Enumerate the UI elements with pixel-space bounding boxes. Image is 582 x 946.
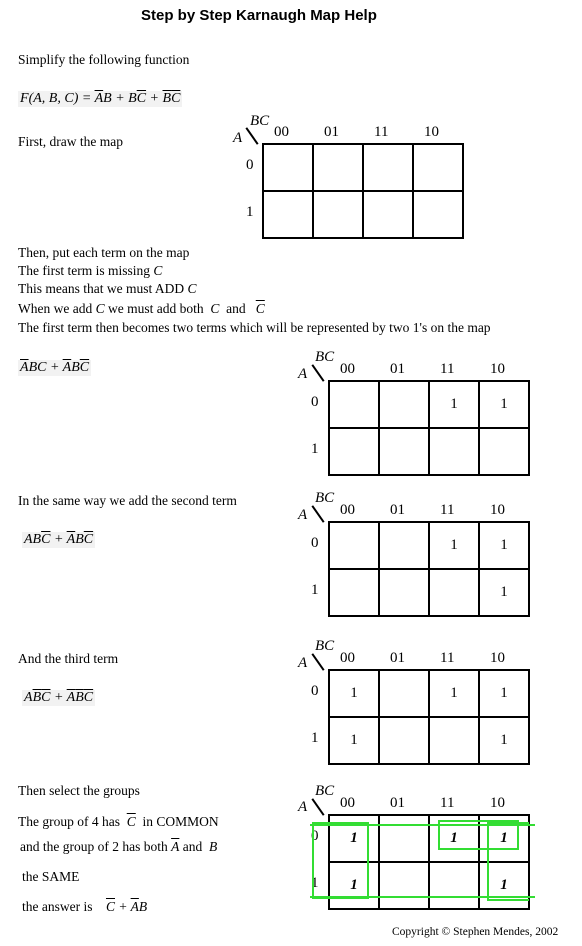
column-header: 11 — [374, 124, 389, 140]
kmap-grid — [328, 669, 530, 765]
column-header: 11 — [440, 502, 455, 518]
expansion-term-1: $\overline{A}BC + \overline{A}B\overline{C}$ — [20, 360, 90, 375]
step5-line: The group of 4 has $\overline{C}$ in COMMON — [18, 814, 219, 829]
column-header: 11 — [440, 795, 455, 811]
kmap-cell: 1 — [479, 862, 529, 909]
a-label: A — [298, 799, 308, 815]
row-header: 1 — [311, 441, 319, 457]
plus-sign: + — [149, 91, 159, 106]
kmap-cell: 1 — [329, 717, 379, 764]
bc-label: BC — [250, 113, 270, 129]
a-label: A — [298, 366, 308, 382]
step5-line: the SAME — [22, 869, 80, 884]
column-header: 01 — [390, 361, 405, 377]
kmap-cell — [379, 717, 429, 764]
kmap-cell — [379, 569, 429, 616]
step2-line: Then, put each term on the map — [18, 245, 190, 260]
kmap-cell: 1 — [429, 670, 479, 717]
copyright-text: Copyright © Stephen Mendes, 2002 — [392, 926, 559, 938]
function-name: F — [20, 91, 29, 106]
column-header: 01 — [390, 502, 405, 518]
kmap-cell — [263, 191, 313, 238]
kmap-cell — [379, 428, 429, 475]
expansion-term-2: $AB\overline{C} + \overline{A}B\overline{C}$ — [24, 532, 94, 547]
kmap-cell: 1 — [479, 569, 529, 616]
step1-text: First, draw the map — [18, 134, 123, 149]
group-line — [310, 896, 535, 898]
column-header: 00 — [340, 650, 355, 666]
a-label: A — [298, 507, 308, 523]
column-header: 00 — [340, 361, 355, 377]
term-var: $\overline{A}$ — [94, 91, 104, 106]
row-header: 0 — [311, 394, 319, 410]
term-var: $\overline{B}$ — [162, 91, 172, 106]
column-header: 10 — [490, 650, 505, 666]
corner-slash — [311, 364, 324, 382]
column-header: 11 — [440, 650, 455, 666]
kmap-cell — [429, 717, 479, 764]
row-header: 1 — [311, 582, 319, 598]
bc-label: BC — [315, 783, 335, 799]
kmap-grid — [328, 380, 530, 476]
term-var: $\overline{C}$ — [171, 91, 181, 106]
kmap-cell — [379, 862, 429, 909]
column-header: 00 — [274, 124, 289, 140]
step2-line: The first term is missing C — [18, 263, 163, 278]
kmap-cell: 1 — [329, 815, 379, 862]
column-header: 01 — [324, 124, 339, 140]
kmap-cell — [329, 522, 379, 569]
column-header: 10 — [490, 795, 505, 811]
kmap-cell — [313, 191, 363, 238]
kmap-cell — [379, 815, 429, 862]
column-header: 00 — [340, 795, 355, 811]
kmap-cell — [263, 144, 313, 191]
kmap-cell — [413, 144, 463, 191]
step2-line: This means that we must ADD C — [18, 281, 197, 296]
column-header: 00 — [340, 502, 355, 518]
kmap-cell — [329, 569, 379, 616]
corner-slash — [311, 505, 324, 523]
expansion-term-3: $A\overline{B}\overline{C} + \overline{A}\overline{B}\overline{C}$ — [24, 690, 94, 705]
column-header: 10 — [424, 124, 439, 140]
column-header: 01 — [390, 650, 405, 666]
kmap-cell: 1 — [429, 815, 479, 862]
column-header: 11 — [440, 361, 455, 377]
kmap-cell — [329, 381, 379, 428]
bc-label: BC — [315, 638, 335, 654]
group-outline — [487, 822, 529, 901]
kmap-cell — [379, 522, 429, 569]
step2-line: The first term then becomes two terms which will be represented by two 1's on the map — [18, 320, 491, 335]
kmap-cell — [413, 191, 463, 238]
step4-text: And the third term — [18, 651, 119, 666]
kmap-cell — [429, 862, 479, 909]
step3-text: In the same way we add the second term — [18, 493, 237, 508]
bc-label: BC — [315, 349, 335, 365]
kmap-cell: 1 — [329, 862, 379, 909]
intro-text: Simplify the following function — [18, 52, 190, 67]
kmap-cell: 1 — [479, 670, 529, 717]
kmap-cell: 1 — [429, 381, 479, 428]
group-line — [310, 824, 535, 826]
equals-sign: = — [81, 91, 92, 106]
row-header: 0 — [311, 683, 319, 699]
step5-line: and the group of 2 has both $\overline{A}$ and B — [20, 839, 218, 854]
group-outline — [312, 822, 369, 899]
step2-line: When we add C we must add both C and $\overline{C}$ — [18, 301, 265, 316]
term-var: B — [128, 91, 137, 106]
term-var: B — [103, 91, 112, 106]
corner-slash — [311, 798, 324, 816]
kmap-cell — [379, 670, 429, 717]
corner-slash — [311, 653, 324, 671]
kmap-cell — [313, 144, 363, 191]
kmap-cell — [363, 191, 413, 238]
row-header: 1 — [311, 875, 319, 891]
kmap-cell — [363, 144, 413, 191]
kmap-cell: 1 — [329, 670, 379, 717]
kmap-cell: 1 — [479, 522, 529, 569]
row-header: 1 — [311, 730, 319, 746]
a-label: A — [298, 655, 308, 671]
kmap-cell — [429, 569, 479, 616]
kmap-cell — [429, 428, 479, 475]
function-args: A, B, C — [33, 91, 74, 106]
kmap-grid — [328, 521, 530, 617]
column-header: 10 — [490, 361, 505, 377]
row-header: 0 — [311, 535, 319, 551]
kmap-cell: 1 — [479, 381, 529, 428]
kmap-cell: 1 — [479, 815, 529, 862]
bc-label: BC — [315, 490, 335, 506]
step5-line: the answer is $\overline{C} + \overline{A}B$ — [22, 899, 148, 914]
row-header: 1 — [246, 204, 254, 220]
page-title: Step by Step Karnaugh Map Help — [141, 7, 377, 24]
term-var: $\overline{C}$ — [136, 91, 147, 106]
kmap-cell: 1 — [429, 522, 479, 569]
kmap-cell — [479, 428, 529, 475]
row-header: 0 — [246, 157, 254, 173]
step5-line: Then select the groups — [18, 783, 140, 798]
row-header: 0 — [311, 828, 319, 844]
a-label: A — [233, 130, 243, 146]
kmap-cell: 1 — [479, 717, 529, 764]
kmap-cell — [379, 381, 429, 428]
kmap-grid — [262, 143, 464, 239]
column-header: 10 — [490, 502, 505, 518]
function-equation: F(A, B, $C) = \overline{A}B + B\overline{C} + \overline{B}\overline{C}$ — [20, 91, 181, 106]
kmap-cell — [329, 428, 379, 475]
plus-sign: + — [115, 91, 125, 106]
column-header: 01 — [390, 795, 405, 811]
